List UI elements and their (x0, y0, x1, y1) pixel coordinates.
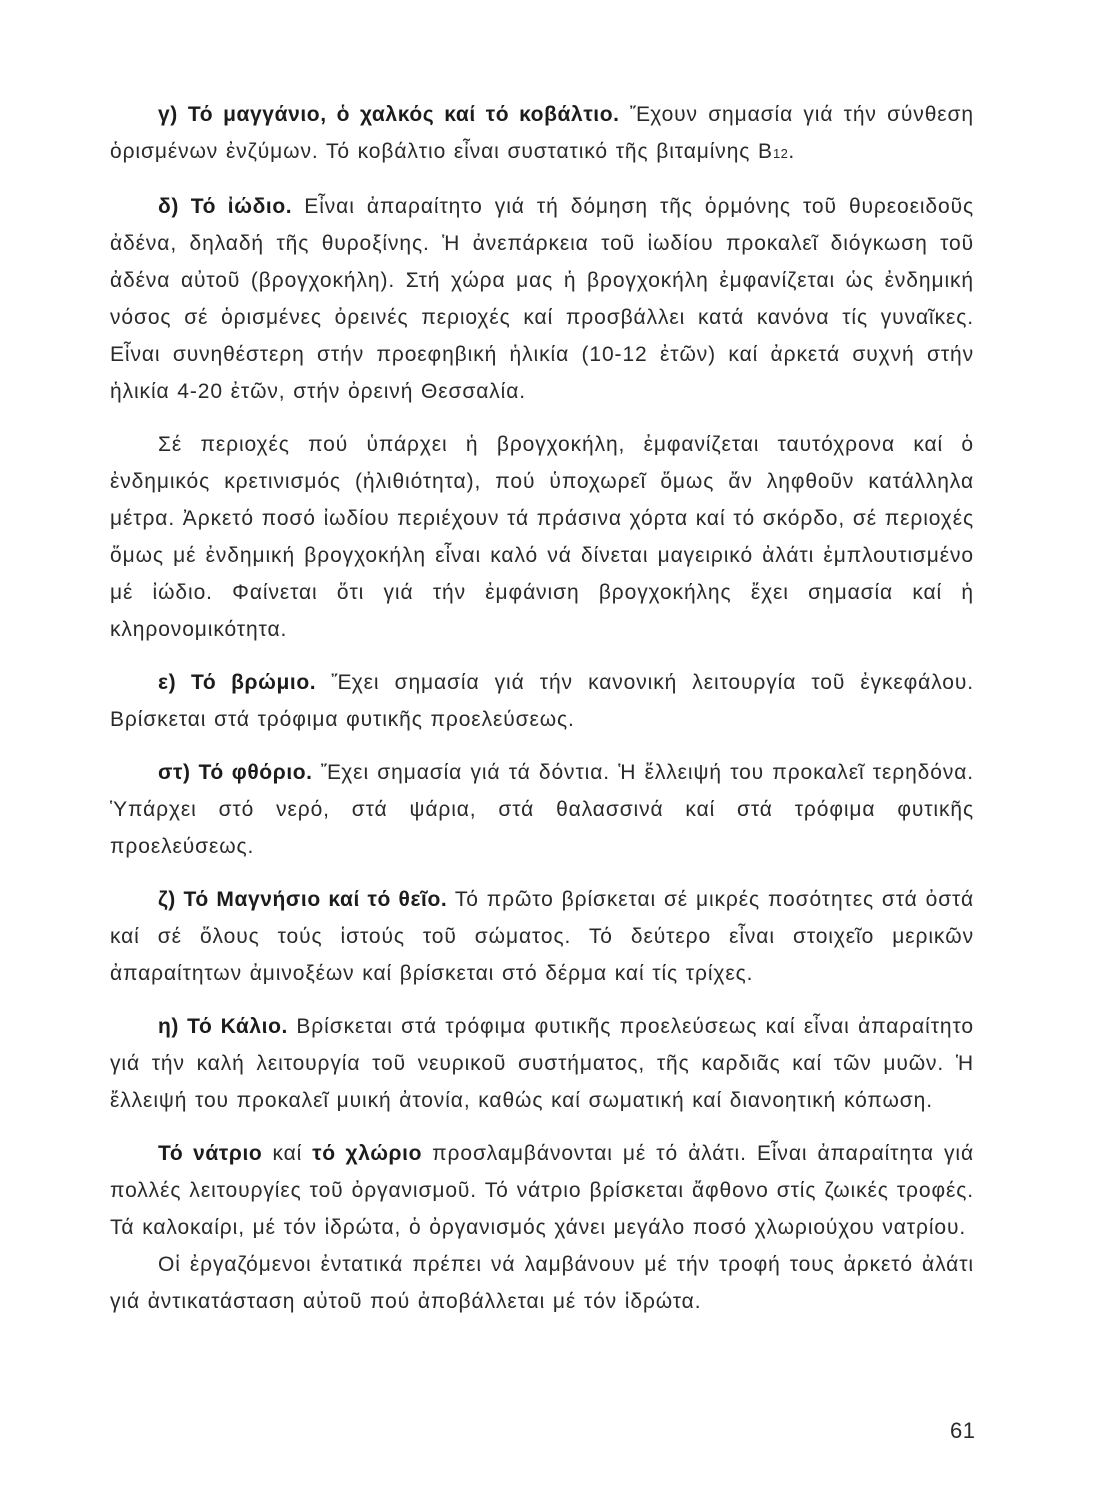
heading-potassium: η) Τό Κάλιο. (158, 1015, 288, 1038)
text-iodine-continued: Σέ περιοχές πού ὑπάρχει ἡ βρογχοκήλη, ἐμφανίζεται ταυτόχρονα καί ὁ ἐνδημικός κρετινισμός (ἠλιθιότητα), πού ὑποχωρεῖ ὅμως ἄν ληφθοῦν κατάλληλα μέτρα. Ἀρκετό ποσό ἰωδίου περιέχουν τά πράσινα χόρτα καί τό σκόρδο, σέ περιοχές ὅμως μέ ἐνδημική βρογχοκήλη εἶναι καλό νά δίνεται μαγειρικό ἀλάτι ἐμπλουτισμένο μέ ἰώδιο. Φαίνεται ὅτι γιά τήν ἐμφάνιση βρογχοκήλης ἔχει σημασία καί ἡ κληρονομικότητα. (110, 433, 974, 641)
paragraph-magnesium (110, 881, 974, 992)
text-manganese: Ἔχουν σημασία γιά τήν σύνθεση ὁρισμένων ἐνζύμων. Τό κοβάλτιο εἶναι συστατικό τῆς βιταμίνης Β (110, 103, 974, 163)
heading-magnesium: ζ) Τό Μαγνήσιο καί τό θεῖο. (158, 888, 448, 911)
heading-sodium: Τό νάτριο (158, 1142, 263, 1165)
text-bromine: Ἔχει σημασία γιά τήν κανονική λειτουργία τοῦ ἐγκεφάλου. Βρίσκεται στά τρόφιμα φυτικῆς προελεύσεως. (110, 671, 974, 731)
text-sodium-joiner: καί (262, 1142, 313, 1165)
text-iodine: Εἶναι ἀπαραίτητο γιά τή δόμηση τῆς ὁρμόνης τοῦ θυρεοειδοῦς ἀδένα, δηλαδή τῆς θυροξίνης. Ἡ ἀνεπάρκεια τοῦ ἰωδίου προκαλεῖ διόγκωση τοῦ ἀδένα αὐτοῦ (βρογχοκήλη). Στή χώρα μας ἡ βρογχοκήλη ἐμφανίζεται ὡς ἐνδημική νόσος σέ ὁρισμένες ὀρεινές περιοχές καί προσβάλλει κατά κανόνα τίς γυναῖκες. Εἶναι συνηθέστερη στήν προεφηβική ἡλικία (10-12 ἐτῶν) καί ἀρκετά συχνή στήν ἡλικία 4-20 ἐτῶν, στήν ὀρεινή Θεσσαλία. (110, 195, 974, 403)
text-sodium-continued: Οἱ ἐργαζόμενοι ἐντατικά πρέπει νά λαμβάνουν μέ τήν τροφή τους ἀρκετό ἀλάτι γιά ἀντικατάσταση αὐτοῦ πού ἀποβάλλεται μέ τόν ἱδρώτα. (110, 1253, 974, 1313)
heading-iodine: δ) Τό ἰώδιο. (158, 195, 293, 218)
paragraph-fluorine (110, 754, 974, 865)
text-sodium: προσλαμβάνονται μέ τό ἀλάτι. Εἶναι ἀπαραίτητα γιά πολλές λειτουργίες τοῦ ὀργανισμοῦ. Τό νάτριο βρίσκεται ἄφθονο στίς ζωικές τροφές. Τά καλοκαίρι, μέ τόν ἱδρώτα, ὁ ὀργανισμός χάνει μεγάλο ποσό χλωριούχου νατρίου. (110, 1142, 974, 1239)
paragraph-sodium-continued (110, 1246, 974, 1320)
paragraph-iodine-continued (110, 426, 974, 648)
text-manganese-end: . (788, 140, 796, 163)
text-fluorine: Ἔχει σημασία γιά τά δόντια. Ἡ ἔλλειψή του προκαλεῖ τερηδόνα. Ὑπάρχει στό νερό, στά ψάρια, στά θαλασσινά καί στά τρόφιμα φυτικῆς προελεύσεως. (110, 761, 974, 858)
heading-bromine: ε) Τό βρώμιο. (158, 671, 317, 694)
paragraph-iodine (110, 188, 974, 410)
paragraph-bromine (110, 664, 974, 738)
text-magnesium: Τό πρῶτο βρίσκεται σέ μικρές ποσότητες στά ὀστά καί σέ ὅλους τούς ἱστούς τοῦ σώματος. Τό δεύτερο εἶναι στοιχεῖο μερικῶν ἀπαραίτητων ἀμινοξέων καί βρίσκεται στό δέρμα καί τίς τρίχες. (110, 888, 974, 985)
heading-chlorine: τό χλώριο (312, 1142, 423, 1165)
paragraph-sodium (110, 1135, 974, 1246)
text-potassium: Βρίσκεται στά τρόφιμα φυτικῆς προελεύσεως καί εἶναι ἀπαραίτητο γιά τήν καλή λειτουργία τοῦ νευρικοῦ συστήματος, τῆς καρδιᾶς καί τῶν μυῶν. Ἡ ἔλλειψή του προκαλεῖ μυική ἀτονία, καθώς καί σωματική καί διανοητική κόπωση. (110, 1015, 974, 1112)
heading-fluorine: στ) Τό φθόριο. (158, 761, 313, 784)
subscript-b12: 12 (772, 146, 789, 161)
page-number: 61 (950, 1418, 976, 1443)
heading-manganese: γ) Τό μαγγάνιο, ὁ χαλκός καί τό κοβάλτιο. (158, 103, 620, 126)
page-body (110, 96, 974, 1336)
paragraph-potassium (110, 1008, 974, 1119)
paragraph-manganese (110, 96, 974, 172)
